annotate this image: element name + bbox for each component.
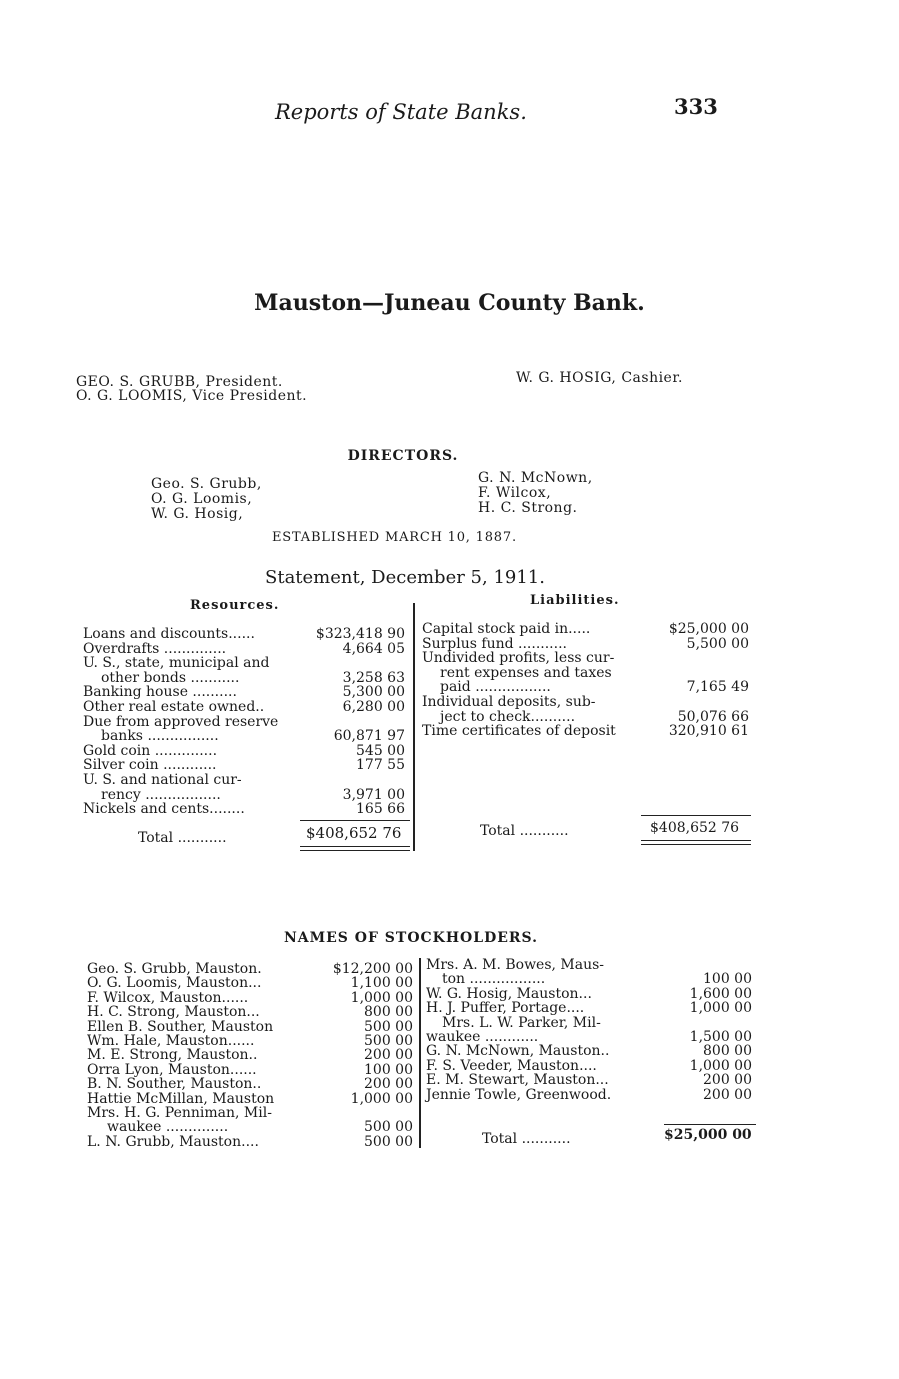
stockholder-row-label: F. Wilcox, Mauston...... xyxy=(87,989,249,1006)
stockholder-row xyxy=(87,1005,413,1019)
stockholder-row-label: O. G. Loomis, Mauston... xyxy=(87,975,262,992)
stockholder-row xyxy=(87,1048,413,1062)
stockholder-row-amount: 1,600 00 xyxy=(689,985,752,1002)
resource-row-amount: 4,664 05 xyxy=(342,640,405,657)
stockholder-row-label: ton ................. xyxy=(442,971,546,988)
page-number: 333 xyxy=(674,94,718,119)
liability-row xyxy=(422,695,749,709)
liability-row xyxy=(422,637,749,651)
stockholder-row-amount: 1,000 00 xyxy=(689,1000,752,1017)
stockholder-row-amount: 1,000 00 xyxy=(350,989,413,1006)
stockholders-total-label: Total ........... xyxy=(482,1131,571,1147)
stockholder-row-amount: 800 00 xyxy=(364,1004,413,1021)
stockholder-row xyxy=(87,991,413,1005)
liability-row-label: ject to check.......... xyxy=(440,708,576,725)
stockholder-row-amount: 1,000 00 xyxy=(350,1090,413,1107)
stockholder-row xyxy=(426,987,752,1001)
liability-row-amount: $25,000 00 xyxy=(668,621,749,637)
stockholders-column-divider xyxy=(419,958,421,1148)
liability-row-label: Time certificates of deposit xyxy=(422,723,616,740)
liabilities-double-rule xyxy=(641,840,751,841)
stockholders-total-amount: $25,000 00 xyxy=(664,1127,752,1143)
resource-row-label: Banking house .......... xyxy=(83,684,237,701)
resources-total-label: Total ........... xyxy=(138,830,227,846)
liability-row-label: Undivided profits, less cur- xyxy=(422,650,615,667)
directors-title: DIRECTORS. xyxy=(347,448,459,464)
liability-row xyxy=(422,680,749,694)
stockholder-row-label: H. C. Strong, Mauston... xyxy=(87,1004,260,1021)
resource-row xyxy=(83,744,405,758)
established-date: ESTABLISHED MARCH 10, 1887. xyxy=(272,530,517,545)
resource-row-amount: 3,258 63 xyxy=(342,669,405,686)
directors-right-column xyxy=(478,471,593,516)
liability-row xyxy=(422,710,749,724)
director-name: Geo. S. Grubb, xyxy=(151,476,262,492)
liability-row xyxy=(422,724,749,738)
stockholder-row xyxy=(426,958,752,972)
resource-row-amount: 3,971 00 xyxy=(342,786,405,803)
statement-column-divider xyxy=(413,603,415,851)
stockholder-row-amount: 100 00 xyxy=(364,1061,413,1078)
resource-row xyxy=(83,788,405,802)
liability-row-label: paid ................. xyxy=(440,679,551,696)
bank-title: Mauston—Juneau County Bank. xyxy=(254,290,645,316)
stockholder-row-label: M. E. Strong, Mauston.. xyxy=(87,1047,258,1064)
resource-row xyxy=(83,642,405,656)
resource-row xyxy=(83,758,405,772)
resource-row-label: banks ................ xyxy=(101,728,219,745)
stockholders-title: NAMES OF STOCKHOLDERS. xyxy=(283,930,539,946)
liability-row-label: rent expenses and taxes xyxy=(440,664,612,681)
stockholder-row-label: Mrs. A. M. Bowes, Maus- xyxy=(426,957,605,973)
stockholder-row-label: Mrs. L. W. Parker, Mil- xyxy=(442,1014,601,1031)
stockholder-row xyxy=(426,1044,752,1058)
liability-row xyxy=(422,651,749,665)
resource-row xyxy=(83,627,405,641)
stockholder-row xyxy=(87,1077,413,1091)
resource-row-amount: 60,871 97 xyxy=(333,728,405,745)
stockholder-row-label: L. N. Grubb, Mauston.... xyxy=(87,1133,259,1150)
resource-row-label: Due from approved reserve xyxy=(83,713,279,730)
stockholder-row-label: waukee ............ xyxy=(426,1029,539,1045)
stockholder-row xyxy=(87,962,413,976)
resources-total-rule xyxy=(300,820,410,821)
stockholder-row xyxy=(87,1063,413,1077)
stockholder-row-amount: 100 00 xyxy=(703,971,752,988)
stockholder-row-amount: 1,000 00 xyxy=(689,1057,752,1074)
liability-row xyxy=(422,622,749,636)
stockholder-row-label: W. G. Hosig, Mauston... xyxy=(426,985,592,1002)
stockholder-row-amount: 200 00 xyxy=(703,1086,752,1103)
resource-row-label: rency ................. xyxy=(101,786,221,803)
stockholder-row xyxy=(426,1030,752,1044)
resource-row-label: other bonds ........... xyxy=(101,669,240,686)
stockholder-row-amount: 800 00 xyxy=(703,1043,752,1060)
resource-row-label: Gold coin .............. xyxy=(83,742,218,759)
resource-row-label: U. S. and national cur- xyxy=(83,772,242,788)
stockholder-row xyxy=(87,1020,413,1034)
stockholder-row-label: F. S. Veeder, Mauston.... xyxy=(426,1057,597,1074)
stockholder-row-label: E. M. Stewart, Mauston... xyxy=(426,1072,609,1089)
stockholder-row-amount: 200 00 xyxy=(703,1072,752,1089)
stockholder-row-label: Mrs. H. G. Penniman, Mil- xyxy=(87,1105,272,1121)
resource-row-amount: 545 00 xyxy=(356,742,405,759)
stockholder-row xyxy=(87,1092,413,1106)
stockholders-total-rule xyxy=(664,1124,756,1125)
statement-title: Statement, December 5, 1911. xyxy=(265,567,545,588)
director-name: W. G. Hosig, xyxy=(151,506,244,522)
officer-vice-president: O. G. LOOMIS, Vice President. xyxy=(76,388,308,404)
resources-heading: Resources. xyxy=(190,598,280,613)
stockholder-row-label: Ellen B. Souther, Mauston xyxy=(87,1018,274,1035)
resource-row-label: U. S., state, municipal and xyxy=(83,655,270,672)
liability-row-label: Individual deposits, sub- xyxy=(422,694,596,710)
resources-total-amount: $408,652 76 xyxy=(306,824,402,842)
stockholder-row xyxy=(87,1135,413,1149)
stockholder-row-amount: 500 00 xyxy=(364,1119,413,1136)
stockholder-row-amount: $12,200 00 xyxy=(332,961,413,977)
directors-left-column xyxy=(151,477,262,522)
director-name: O. G. Loomis, xyxy=(151,491,253,507)
resource-row-label: Other real estate owned.. xyxy=(83,699,265,715)
resource-row xyxy=(83,700,405,714)
stockholder-row-label: H. J. Puffer, Portage.... xyxy=(426,1000,585,1017)
resource-row xyxy=(83,671,405,685)
resource-row-label: Silver coin ............ xyxy=(83,757,217,774)
resource-row-amount: $323,418 90 xyxy=(315,626,405,642)
resource-row xyxy=(83,729,405,743)
stockholder-row-amount: 200 00 xyxy=(364,1047,413,1064)
liabilities-total-rule xyxy=(641,815,751,816)
stockholder-row-amount: 1,100 00 xyxy=(350,975,413,992)
stockholder-row xyxy=(426,1073,752,1087)
stockholder-row xyxy=(426,1001,752,1015)
resource-row xyxy=(83,715,405,729)
stockholder-row-amount: 1,500 00 xyxy=(689,1029,752,1045)
liabilities-heading: Liabilities. xyxy=(530,593,620,608)
stockholder-row-label: B. N. Souther, Mauston.. xyxy=(87,1076,262,1093)
officer-cashier: W. G. HOSIG, Cashier. xyxy=(516,370,683,386)
stockholder-row-label: Jennie Towle, Greenwood. xyxy=(426,1086,612,1103)
stockholder-row xyxy=(426,1016,752,1030)
director-name: F. Wilcox, xyxy=(478,485,552,501)
resource-row-amount: 165 66 xyxy=(356,801,405,818)
liability-row-amount: 50,076 66 xyxy=(677,708,749,725)
resource-row-amount: 5,300 00 xyxy=(342,684,405,701)
stockholder-row xyxy=(87,1034,413,1048)
resource-row xyxy=(83,685,405,699)
stockholder-row-label: Orra Lyon, Mauston...... xyxy=(87,1061,257,1078)
resource-row-label: Nickels and cents........ xyxy=(83,801,245,818)
stockholder-row-label: waukee .............. xyxy=(107,1119,229,1136)
resource-row-label: Loans and discounts...... xyxy=(83,626,255,642)
resource-row xyxy=(83,802,405,816)
stockholder-row xyxy=(426,972,752,986)
stockholder-row-amount: 500 00 xyxy=(364,1033,413,1049)
stockholder-row xyxy=(426,1059,752,1073)
running-head: Reports of State Banks. xyxy=(275,100,527,124)
stockholder-row-label: Geo. S. Grubb, Mauston. xyxy=(87,961,262,977)
stockholder-row-amount: 200 00 xyxy=(364,1076,413,1093)
director-name: H. C. Strong. xyxy=(478,500,578,516)
liability-row-amount: 320,910 61 xyxy=(668,723,749,740)
stockholder-row xyxy=(426,1088,752,1102)
resource-row xyxy=(83,773,405,787)
resource-row xyxy=(83,656,405,670)
liability-row-amount: 5,500 00 xyxy=(686,635,749,652)
stockholder-row-amount: 500 00 xyxy=(364,1018,413,1035)
stockholder-row xyxy=(87,976,413,990)
liabilities-double-rule xyxy=(641,844,751,845)
resource-row-amount: 6,280 00 xyxy=(342,699,405,715)
stockholder-row-label: G. N. McNown, Mauston.. xyxy=(426,1043,610,1060)
liabilities-total-label: Total ........... xyxy=(480,823,569,839)
liabilities-total-amount: $408,652 76 xyxy=(650,820,740,836)
liability-row xyxy=(422,666,749,680)
stockholder-row xyxy=(87,1106,413,1120)
stockholder-row-label: Hattie McMillan, Mauston xyxy=(87,1090,275,1107)
liability-row-label: Capital stock paid in..... xyxy=(422,621,591,637)
stockholder-row xyxy=(87,1120,413,1134)
resource-row-amount: 177 55 xyxy=(356,757,405,774)
resource-row-label: Overdrafts .............. xyxy=(83,640,227,657)
resources-double-rule xyxy=(300,846,410,847)
liability-row-amount: 7,165 49 xyxy=(686,679,749,696)
director-name: G. N. McNown, xyxy=(478,470,593,486)
resources-double-rule xyxy=(300,850,410,851)
stockholder-row-amount: 500 00 xyxy=(364,1133,413,1150)
stockholder-row-label: Wm. Hale, Mauston...... xyxy=(87,1033,255,1049)
liability-row-label: Surplus fund ........... xyxy=(422,635,567,652)
officer-president: GEO. S. GRUBB, President. xyxy=(76,374,283,390)
